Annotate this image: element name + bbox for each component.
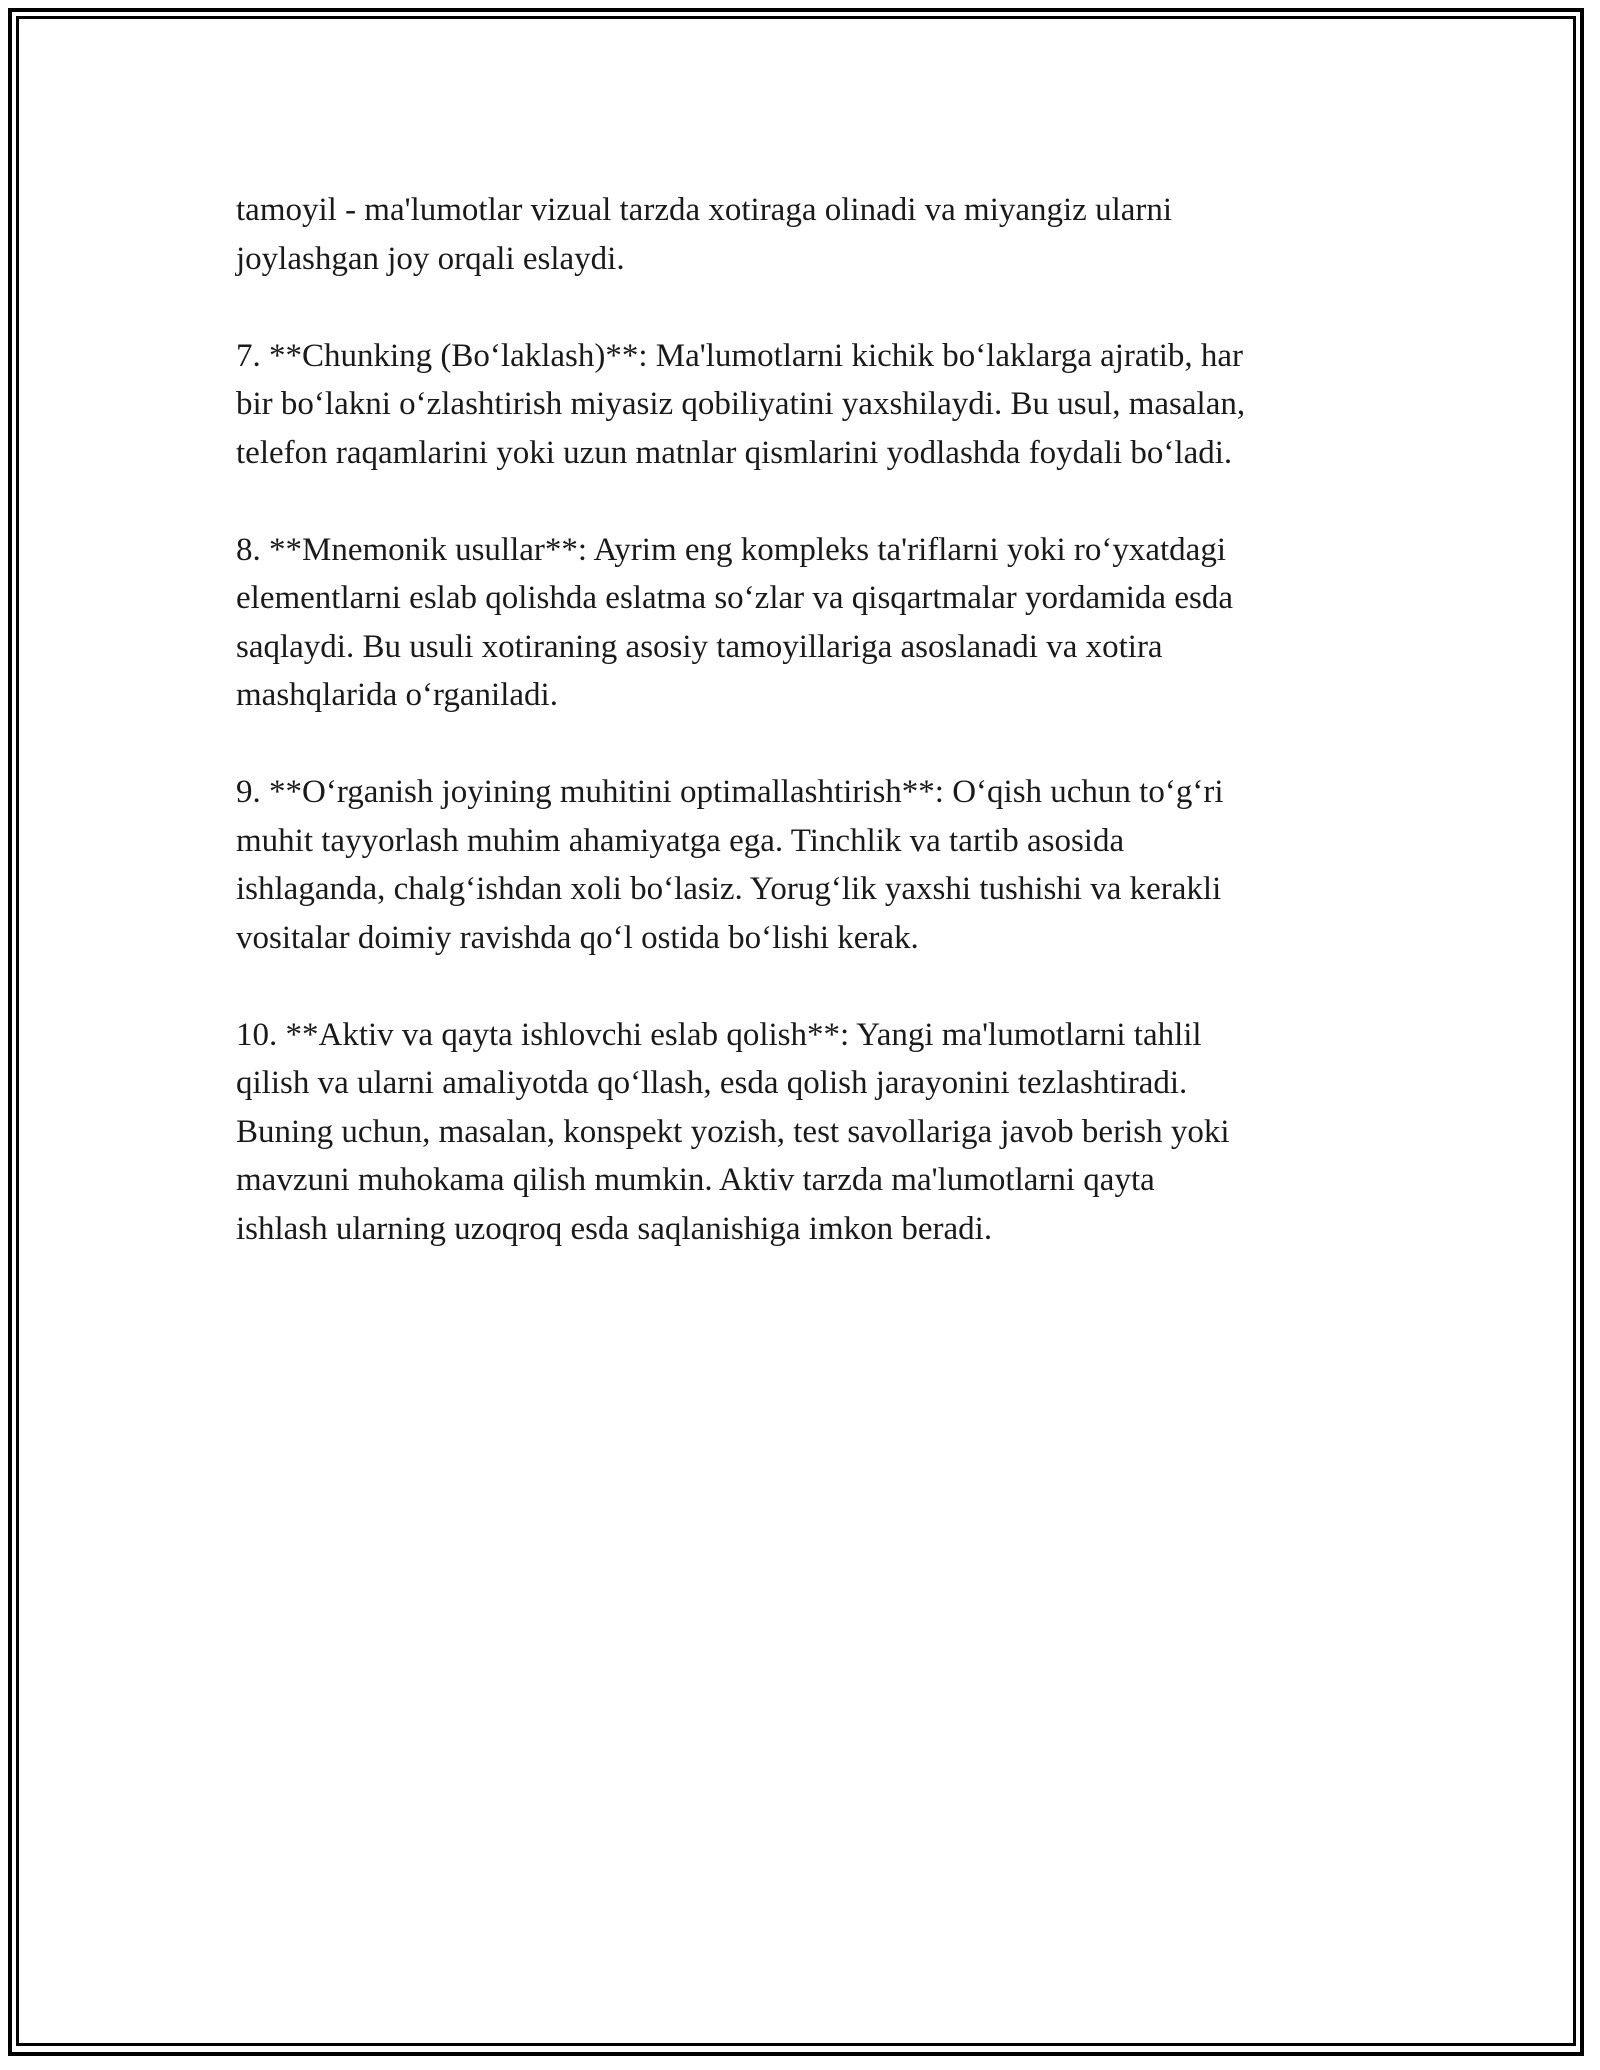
- document-body: [236, 186, 1366, 1302]
- paragraph-item-7: 7. **Chunking (Bo‘laklash)**: Ma'lumotlarni kichik bo‘laklarga ajratib, har bir bo‘lakni o‘zlashtirish miyasiz qobiliyatini yaxshilaydi. Bu usul, masalan, telefon raqamlarini yoki uzun matnlar qismlarini yodlashda foydali bo‘ladi.: [236, 337, 1246, 471]
- paragraph-item-10: 10. **Aktiv va qayta ishlovchi eslab qolish**: Yangi ma'lumotlarni tahlil qilish va ularni amaliyotda qo‘llash, esda qolish jarayonini tezlashtiradi. Buning uchun, masalan, konspekt yozish, test savollariga javob berish yoki mavzuni muhokama qilish mumkin. Aktiv tarzda ma'lumotlarni qayta ishlash ularning uzoqroq esda saqlanishiga imkon beradi.: [236, 1016, 1230, 1247]
- paragraph-continuation: tamoyil - ma'lumotlar vizual tarzda xotiraga olinadi va miyangiz ularni joylashgan joy orqali eslaydi.: [236, 192, 1173, 277]
- paragraph-item-9: 9. **O‘rganish joyining muhitini optimallashtirish**: O‘qish uchun to‘g‘ri muhit tayyorlash muhim ahamiyatga ega. Tinchlik va tartib asosida ishlaganda, chalg‘ishdan xoli bo‘lasiz. Yorug‘lik yaxshi tushishi va kerakli vositalar doimiy ravishda qo‘l ostida bo‘lishi kerak.: [236, 774, 1224, 956]
- paragraph-item-8: 8. **Mnemonik usullar**: Ayrim eng kompleks ta'riflarni yoki ro‘yxatdagi elementlarni eslab qolishda eslatma so‘zlar va qisqartmalar yordamida esda saqlaydi. Bu usuli xotiraning asosiy tamoyillariga asoslanadi va xotira mashqlarida o‘rganiladi.: [236, 531, 1233, 713]
